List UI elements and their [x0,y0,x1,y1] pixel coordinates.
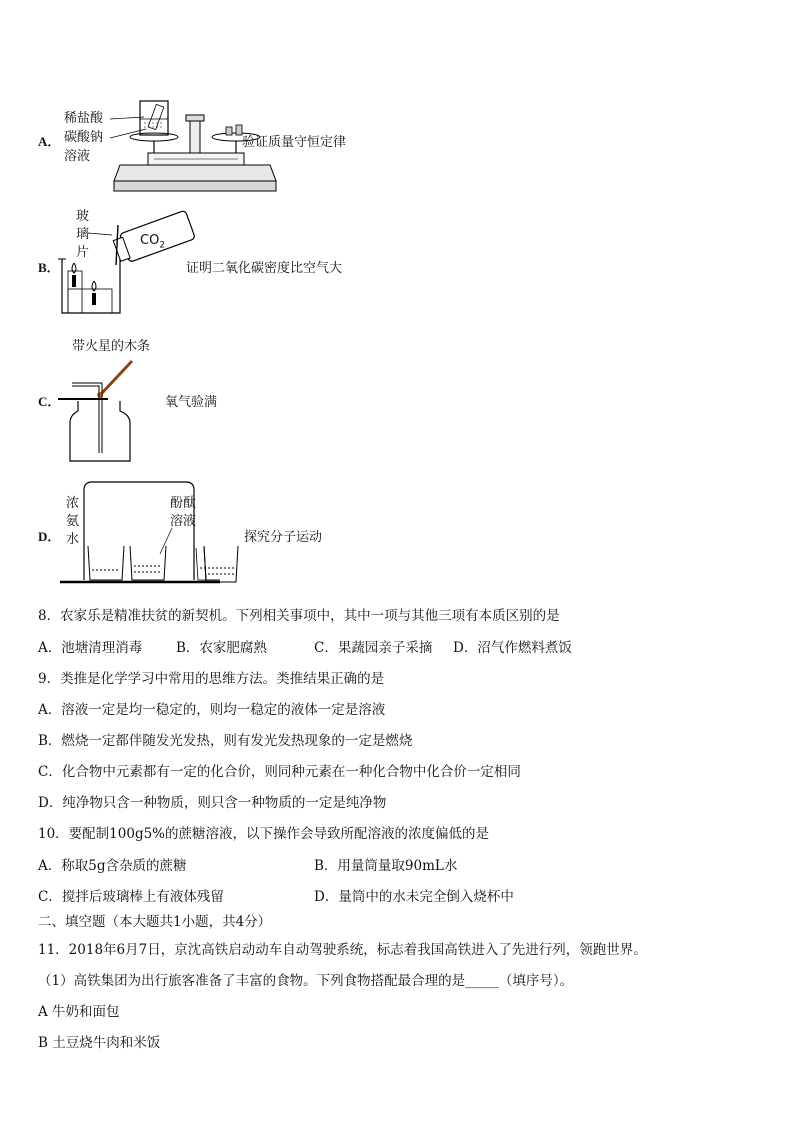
figure-b-letter: B． [38,260,60,275]
figure-b-label-glass-1: 玻 [76,209,90,224]
q11-sub1: （1）高铁集团为出行旅客准备了丰富的食物。下列食物搭配最合理的是_____（填序号）。 [38,973,574,989]
co2-subscript: 2 [159,240,166,251]
co2-pour-diagram [58,205,198,320]
figure-b-label-glass-2: 璃 [76,227,90,242]
figure-b-gas-label [140,233,165,251]
outside-beaker-diagram [202,538,242,588]
q8-stem: 8．农家乐是精准扶贫的新契机。下列相关事项中，其中一项与其他三项有本质区别的是 [38,608,560,624]
figure-d-caption: 探究分子运动 [244,530,323,545]
co2-formula: CO [140,233,160,248]
q11-option-b: B 土豆烧牛肉和米饭 [38,1035,161,1051]
q10-option-d: D．量筒中的水未完全倒入烧杯中 [314,889,514,905]
figure-c-letter: C． [38,394,61,409]
q10-option-b: B．用量筒量取90mL水 [314,858,458,874]
q8-option-d: D．沼气作燃料煮饭 [453,640,572,656]
q9-stem: 9．类推是化学学习中常用的思维方法。类推结果正确的是 [38,671,385,687]
figure-a-letter: A． [38,134,61,149]
figure-a-label-carbonate: 碳酸钠 [64,130,104,145]
q11-option-a: A 牛奶和面包 [38,1004,120,1020]
figure-a-label-solution: 溶液 [64,149,91,164]
figure-c-caption: 氧气验满 [165,395,218,410]
q11-stem: 11．2018年6月7日，京沈高铁启动动车自动驾驶系统，标志着我国高铁进入了先进行列，领跑世界。 [38,942,647,958]
figure-c [30,333,410,463]
figure-d-left-1: 浓 [66,496,80,511]
figure-d-left-2: 氨 [66,514,80,529]
q9-option-a: A．溶液一定是均一稳定的，则均一稳定的液体一定是溶液 [38,702,386,718]
figure-c-label: 带火星的木条 [72,339,151,354]
figure-b-caption: 证明二氧化碳密度比空气大 [186,261,343,276]
section-heading: 二、填空题（本大题共1小题，共4分） [38,914,272,930]
q9-option-d: D．纯净物只含一种物质，则只含一种物质的一定是纯净物 [38,795,387,811]
figure-b-label-glass-3: 片 [76,245,90,260]
figure-d-letter: D． [38,529,61,544]
q10-option-a: A．称取5g含杂质的蔗糖 [38,858,187,874]
figure-a-caption: 验证质量守恒定律 [242,135,347,150]
molecule-motion-diagram [60,478,220,588]
q9-option-c: C．化合物中元素都有一定的化合价，则同种元素在一种化合物中化合价一定相同 [38,764,521,780]
figure-a-label-acid: 稀盐酸 [64,111,104,126]
q10-option-c: C．搅拌后玻璃棒上有液体残留 [38,889,224,905]
q9-option-b: B．燃烧一定都伴随发光发热，则有发光发热现象的一定是燃烧 [38,733,413,749]
q8-option-c: C．果蔬园亲子采摘 [314,640,433,656]
oxygen-test-diagram [58,353,158,463]
q8-option-b: B．农家肥腐熟 [176,640,267,656]
figure-b [30,205,410,320]
figure-d-right-2: 溶液 [170,514,197,529]
figure-d [30,478,410,588]
figure-d-right-1: 酚酞 [170,496,197,511]
q10-stem: 10．要配制100g5%的蔗糖溶液，以下操作会导致所配溶液的浓度偏低的是 [38,826,490,842]
figure-d-left-3: 水 [66,532,80,547]
figure-a [30,95,410,195]
q8-option-a: A．池塘清理消毒 [38,640,143,656]
